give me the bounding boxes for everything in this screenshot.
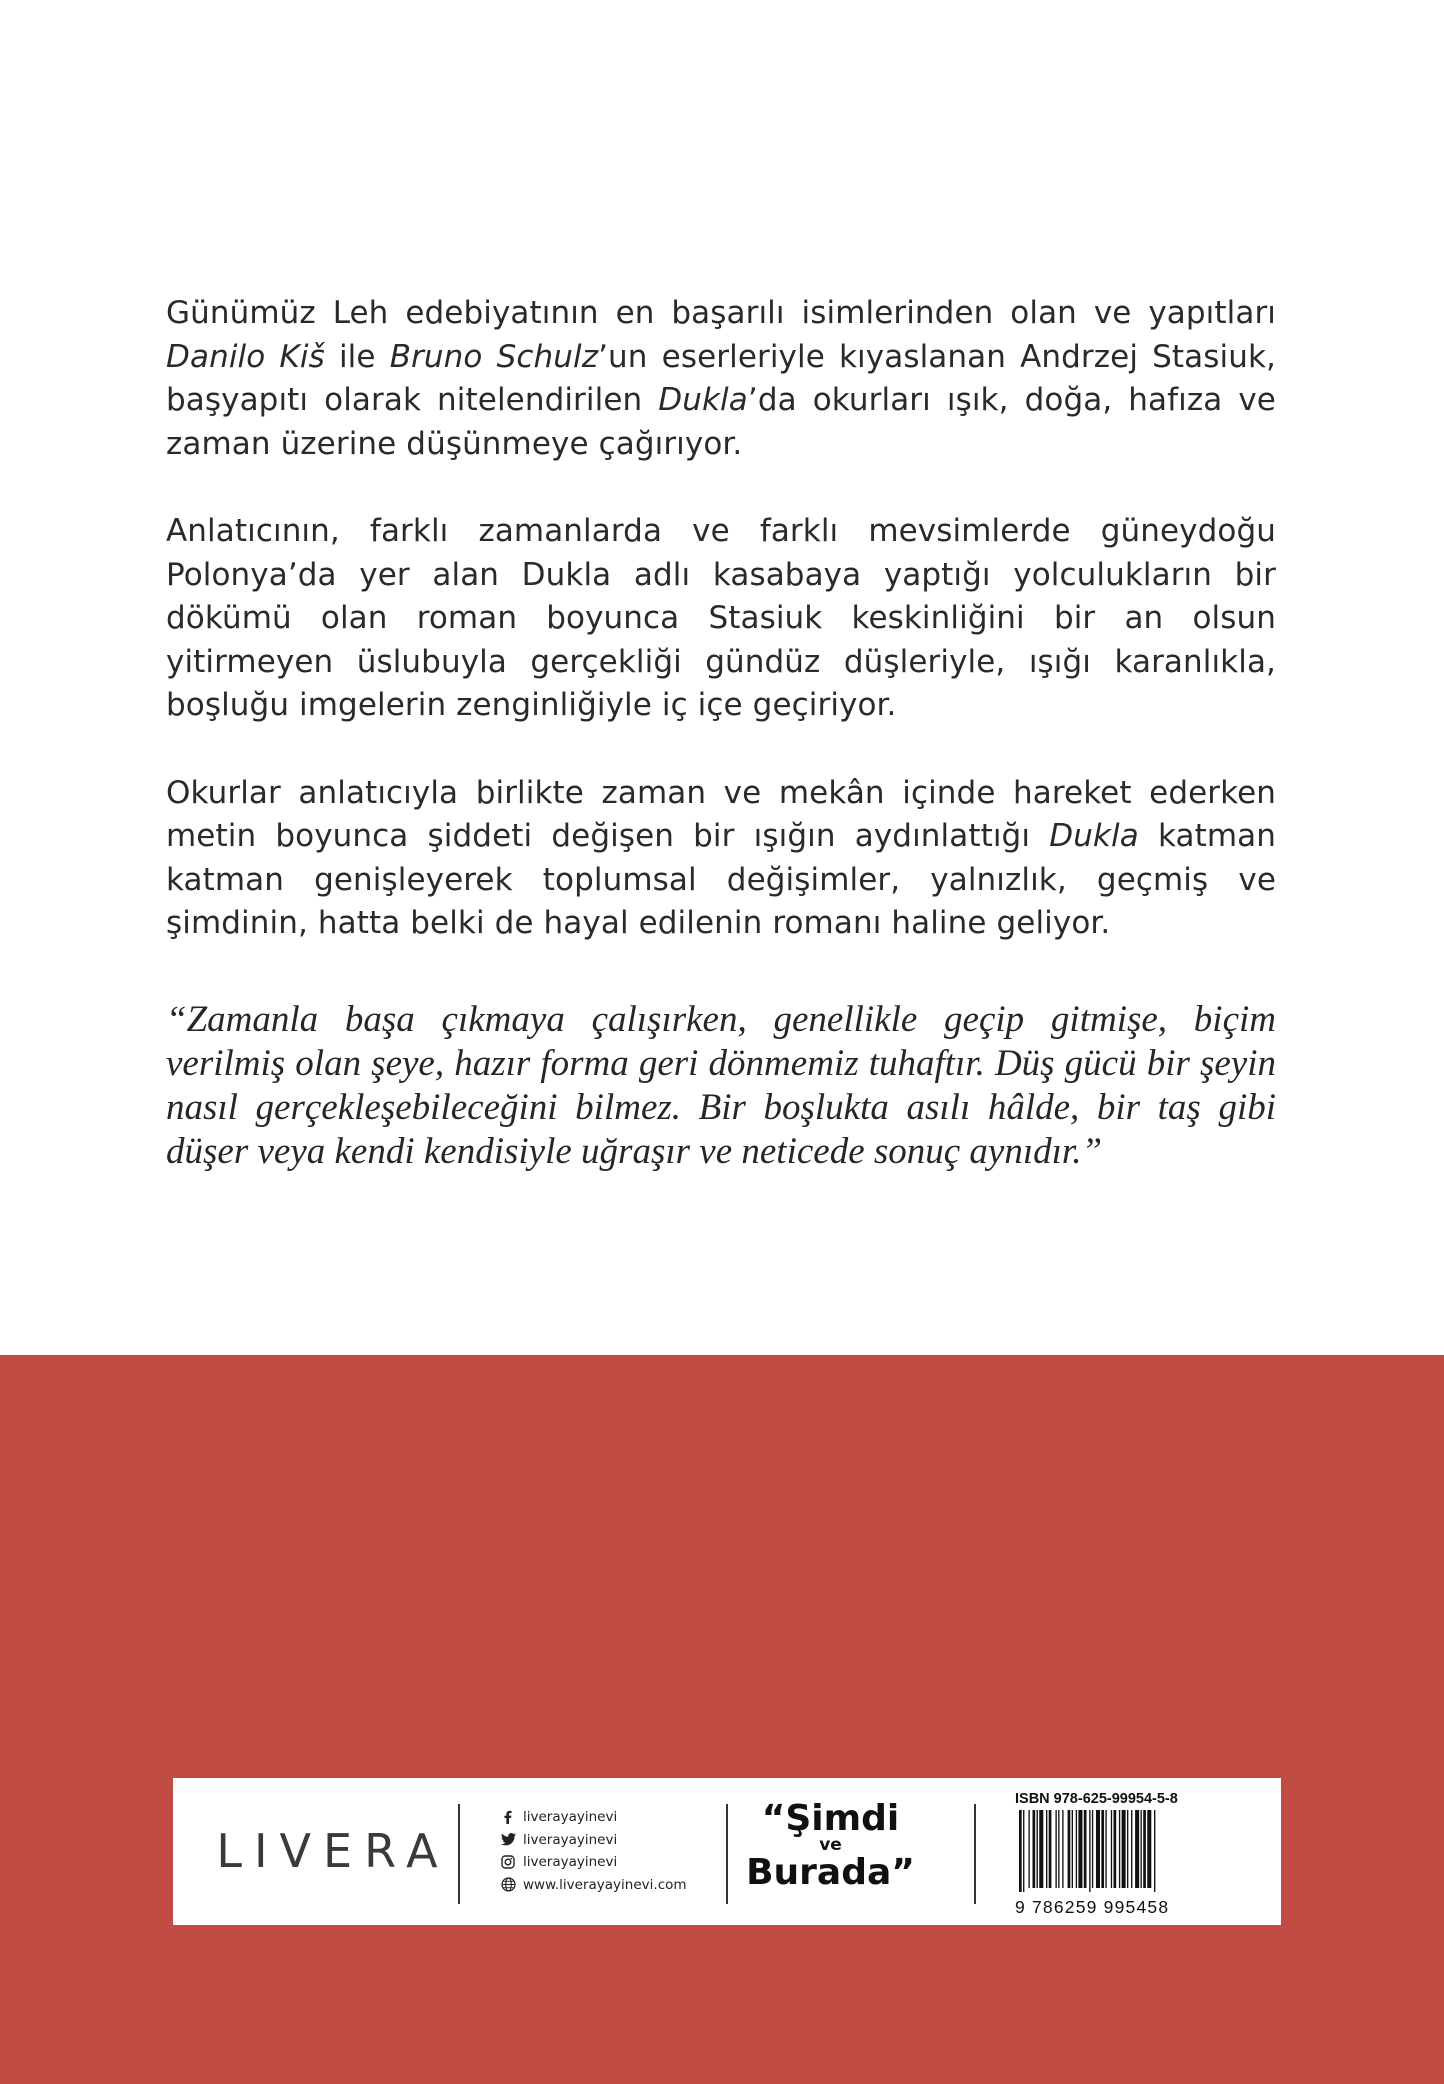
website-url: www.liverayayinevi.com — [523, 1876, 687, 1893]
text-run: Anlatıcının, farklı zamanlarda ve farklı mevsimlerde güneydoğu Polonya’da yer alan Dukla adlı kasabaya yaptığı yolculukların bir dökümü olan roman boyunca Stasiuk keskinliğini bir an olsun yitirmeyen üslubuyla gerçekliği gündüz düşleriyle, ışığı karanlıkla, boşluğu imgelerin zenginliğiyle iç içe geçiriyor. — [166, 513, 1276, 723]
globe-icon — [500, 1877, 516, 1893]
twitter-handle: liverayayinevi — [523, 1831, 618, 1848]
instagram-handle: liverayayinevi — [523, 1854, 618, 1871]
italic-title: Dukla — [1049, 818, 1139, 854]
description-paragraph-1 — [166, 292, 1276, 466]
publisher-label-box — [173, 1778, 1281, 1925]
text-run: ile — [324, 338, 390, 375]
separator-line — [974, 1804, 976, 1904]
isbn-barcode — [1015, 1790, 1235, 1915]
italic-title: Danilo Kiš — [166, 338, 325, 375]
barcode-digits: 9 786259 995458 — [1015, 1897, 1170, 1917]
slogan-line-1: “Şimdi — [761, 1798, 900, 1839]
text-run: ’da okurları ışık, doğa, hafıza ve zaman üzerine düşünmeye çağırıyor. — [166, 382, 1276, 462]
barcode-icon — [1015, 1808, 1215, 1892]
twitter-icon — [500, 1832, 516, 1848]
facebook-icon — [500, 1809, 516, 1825]
italic-title: Dukla — [658, 382, 748, 418]
description-paragraph-2 — [166, 510, 1276, 728]
social-links — [500, 1806, 700, 1896]
separator-line — [458, 1804, 460, 1904]
text-run: Okurlar anlatıcıyla birlikte zaman ve mekân içinde hareket ederken metin boyunca şiddeti değişen bir ışığın aydınlattığı — [166, 774, 1276, 854]
book-quote: “Zamanla başa çıkmaya çalışırken, genellikle geçip gitmişe, biçim verilmiş olan şeye, hazır forma geri dönmemiz tuhaftır. Düş gücü bir şeyin nasıl gerçekleşebileceğini bilmez. Bir boşlukta asılı hâlde, bir taş gibi düşer veya kendi kendisiyle uğraşır ve neticede sonuç aynıdır.” — [166, 998, 1276, 1172]
facebook-handle: liverayayinevi — [523, 1809, 618, 1826]
text-run: Günümüz Leh edebiyatının en başarılı isimlerinden olan ve yapıtları — [166, 295, 1276, 331]
slogan-line-3: Burada” — [746, 1852, 915, 1893]
social-twitter[interactable] — [500, 1829, 700, 1852]
social-website[interactable] — [500, 1874, 700, 1897]
slogan-mark — [743, 1800, 918, 1892]
description-paragraph-3 — [166, 772, 1276, 946]
text-run: katman katman genişleyerek toplumsal değişimler, yalnızlık, geçmiş ve şimdinin, hatta belki de hayal edilenin romanı haline geliyor. — [166, 818, 1276, 941]
italic-title: Bruno Schulz — [389, 338, 599, 375]
social-instagram[interactable] — [500, 1851, 700, 1874]
text-run: ’un eserleriyle kıyaslanan Andrzej Stasiuk, başyapıtı olarak nitelendirilen — [166, 338, 1276, 418]
instagram-icon — [500, 1854, 516, 1870]
separator-line — [726, 1804, 728, 1904]
isbn-number: ISBN 978-625-99954-5-8 — [1015, 1791, 1178, 1807]
livera-logo: LIVERA — [216, 1824, 450, 1878]
social-facebook[interactable] — [500, 1806, 700, 1829]
slogan-line-2: ve — [819, 1835, 842, 1855]
red-bottom-band — [0, 1355, 1444, 2084]
back-cover-text — [166, 292, 1276, 1174]
